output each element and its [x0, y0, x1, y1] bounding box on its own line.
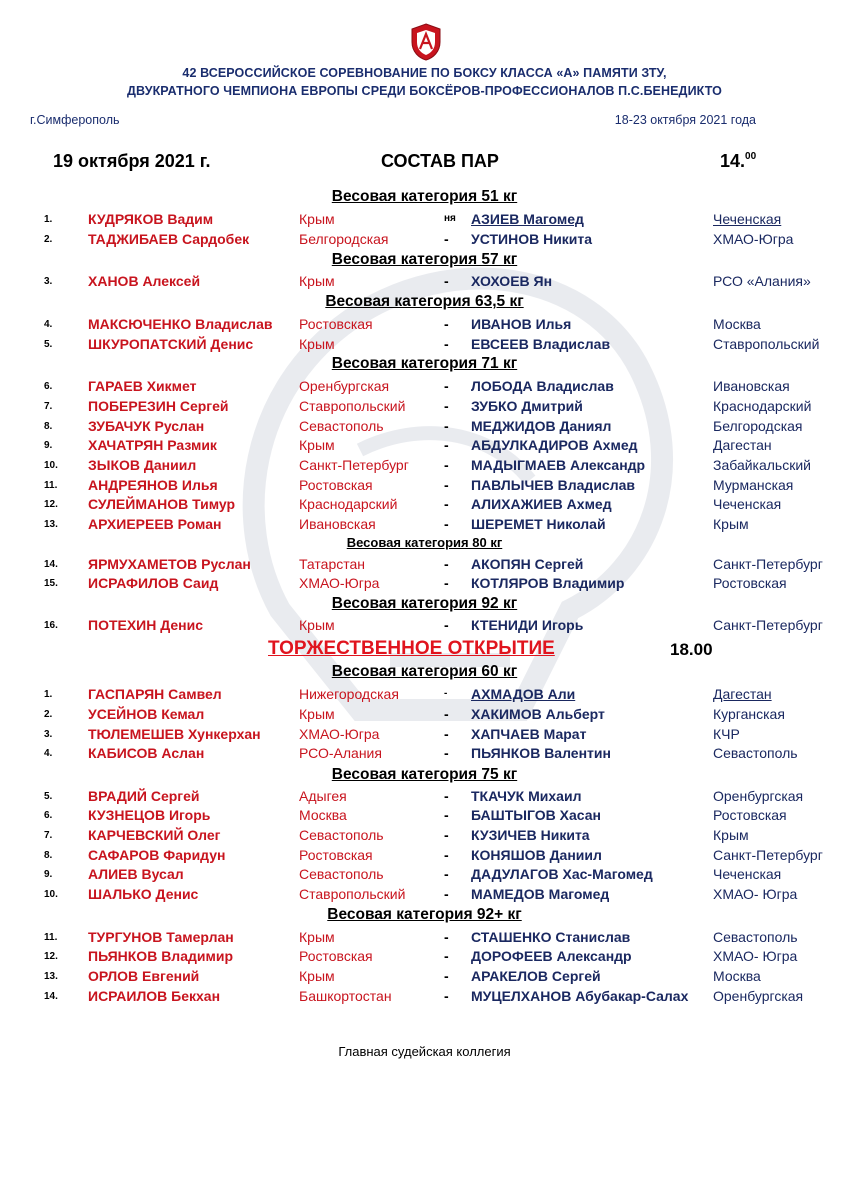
bout-row	[0, 827, 849, 846]
blue-corner-region: Дагестан	[713, 686, 772, 702]
weight-category-label: Весовая категория 71 кг	[331, 355, 518, 372]
bout-number: 7.	[44, 401, 53, 412]
federation-emblem-icon	[409, 22, 443, 62]
red-corner-boxer: ЯРМУХАМЕТОВ Руслан	[88, 556, 251, 572]
versus-separator: -	[444, 726, 449, 742]
bout-number: 10.	[44, 460, 58, 471]
red-corner-region: Нижегородская	[299, 686, 399, 702]
red-corner-boxer: ШКУРОПАТСКИЙ Денис	[88, 336, 254, 352]
bout-number: 5.	[44, 339, 53, 350]
blue-corner-boxer: МАМЕДОВ Магомед	[471, 886, 610, 902]
start-time: 14.00	[720, 151, 757, 171]
red-corner-region: Ростовская	[299, 847, 373, 863]
weight-category-label: Весовая категория 80 кг	[346, 535, 503, 550]
versus-separator: -	[444, 745, 449, 761]
blue-corner-region: Ростовская	[713, 807, 787, 823]
red-corner-region: Крым	[299, 968, 335, 984]
red-corner-boxer: ЗУБАЧУК Руслан	[88, 418, 205, 434]
red-corner-region: Крым	[299, 929, 335, 945]
bout-number: 13.	[44, 971, 58, 982]
bout-row	[0, 378, 849, 397]
bout-row	[0, 496, 849, 515]
versus-separator: -	[444, 827, 449, 843]
bout-row	[0, 948, 849, 967]
versus-separator: ня	[444, 213, 456, 224]
blue-corner-region: Краснодарский	[713, 398, 812, 414]
red-corner-region: Санкт-Петербург	[299, 457, 409, 473]
bout-number: 8.	[44, 850, 53, 861]
chief-judges-signature: Главная судейская коллегия	[338, 1044, 511, 1059]
blue-corner-boxer: ТКАЧУК Михаил	[471, 788, 582, 804]
red-corner-boxer: ХАЧАТРЯН Размик	[88, 437, 217, 453]
blue-corner-region: Ивановская	[713, 378, 790, 394]
blue-corner-region: ХМАО- Югра	[713, 948, 798, 964]
versus-separator: -	[444, 847, 449, 863]
blue-corner-region: Белгородская	[713, 418, 803, 434]
bout-row	[0, 516, 849, 535]
red-corner-region: Крым	[299, 336, 335, 352]
bout-number: 6.	[44, 381, 53, 392]
red-corner-boxer: МАКСЮЧЕНКО Владислав	[88, 316, 273, 332]
bout-row	[0, 745, 849, 764]
bout-number: 1.	[44, 214, 53, 225]
bout-number: 11.	[44, 932, 58, 943]
blue-corner-boxer: ЛОБОДА Владислав	[471, 378, 614, 394]
blue-corner-boxer: АЛИХАЖИЕВ Ахмед	[471, 496, 612, 512]
versus-separator: -	[444, 617, 449, 633]
red-corner-region: Севастополь	[299, 827, 384, 843]
red-corner-region: Ростовская	[299, 477, 373, 493]
bout-row	[0, 575, 849, 594]
red-corner-boxer: ТЮЛЕМЕШЕВ Хункерхан	[88, 726, 261, 742]
blue-corner-boxer: АРАКЕЛОВ Сергей	[471, 968, 601, 984]
red-corner-boxer: ШАЛЬКО Денис	[88, 886, 199, 902]
red-corner-region: ХМАО-Югра	[299, 726, 380, 742]
red-corner-boxer: ХАНОВ Алексей	[88, 273, 201, 289]
bout-row	[0, 437, 849, 456]
weight-category-heading	[0, 595, 849, 613]
versus-separator: -	[444, 948, 449, 964]
bout-row	[0, 847, 849, 866]
bout-row	[0, 457, 849, 476]
blue-corner-region: Оренбургская	[713, 788, 804, 804]
versus-separator: -	[444, 968, 449, 984]
red-corner-region: Оренбургская	[299, 378, 390, 394]
red-corner-boxer: ПЬЯНКОВ Владимир	[88, 948, 233, 964]
bout-number: 14.	[44, 559, 58, 570]
bout-row	[0, 929, 849, 948]
opening-ceremony-time: 18.00	[670, 640, 713, 659]
blue-corner-region: Дагестан	[713, 437, 772, 453]
blue-corner-boxer: ХОХОЕВ Ян	[471, 273, 553, 289]
blue-corner-boxer: АХМАДОВ Али	[471, 686, 576, 702]
bout-row	[0, 686, 849, 705]
bout-number: 2.	[44, 234, 53, 245]
blue-corner-region: КЧР	[713, 726, 740, 742]
bout-row	[0, 968, 849, 987]
red-corner-boxer: ИСРАФИЛОВ Саид	[88, 575, 219, 591]
blue-corner-region: Чеченская	[713, 211, 782, 227]
red-corner-boxer: КУЗНЕЦОВ Игорь	[88, 807, 211, 823]
blue-corner-boxer: КОНЯШОВ Даниил	[471, 847, 602, 863]
versus-separator: -	[444, 556, 449, 572]
bout-row	[0, 211, 849, 230]
bout-number: 8.	[44, 421, 53, 432]
weight-category-heading	[0, 355, 849, 373]
versus-separator: -	[444, 398, 449, 414]
red-corner-region: Крым	[299, 706, 335, 722]
weight-category-label: Весовая категория 75 кг	[331, 766, 518, 783]
versus-separator: -	[444, 418, 449, 434]
blue-corner-region: ХМАО- Югра	[713, 886, 798, 902]
versus-separator: -	[444, 378, 449, 394]
weight-category-label: Весовая категория 63,5 кг	[325, 293, 524, 310]
versus-separator: -	[444, 457, 449, 473]
blue-corner-region: Санкт-Петербург	[713, 847, 823, 863]
competition-title-line-1: 42 ВСЕРОССИЙСКОЕ СОРЕВНОВАНИЕ ПО БОКСУ КЛАССА «А» ПАМЯТИ ЗТУ,	[182, 66, 667, 80]
bout-row	[0, 807, 849, 826]
weight-category-label: Весовая категория 60 кг	[331, 663, 518, 680]
red-corner-region: ХМАО-Югра	[299, 575, 380, 591]
versus-separator: -	[444, 231, 449, 247]
bout-row	[0, 988, 849, 1007]
blue-corner-boxer: ШЕРЕМЕТ Николай	[471, 516, 606, 532]
blue-corner-boxer: УСТИНОВ Никита	[471, 231, 593, 247]
weight-category-label: Весовая категория 92+ кг	[327, 906, 522, 923]
blue-corner-region: Крым	[713, 516, 749, 532]
red-corner-region: Крым	[299, 211, 335, 227]
blue-corner-region: ХМАО-Югра	[713, 231, 794, 247]
versus-separator: -	[444, 575, 449, 591]
bout-number: 7.	[44, 830, 53, 841]
red-corner-boxer: СУЛЕЙМАНОВ Тимур	[88, 496, 236, 512]
bout-number: 6.	[44, 810, 53, 821]
bout-number: 4.	[44, 748, 53, 759]
versus-separator: -	[444, 886, 449, 902]
versus-separator: -	[444, 316, 449, 332]
weight-category-heading	[0, 251, 849, 269]
red-corner-region: Башкортостан	[299, 988, 392, 1004]
bout-number: 2.	[44, 709, 53, 720]
blue-corner-region: Мурманская	[713, 477, 794, 493]
bout-number: 9.	[44, 869, 53, 880]
bout-row	[0, 706, 849, 725]
bout-row	[0, 866, 849, 885]
versus-separator: -	[444, 437, 449, 453]
red-corner-boxer: ГАРАЕВ Хикмет	[88, 378, 197, 394]
red-corner-boxer: КАБИСОВ Аслан	[88, 745, 205, 761]
blue-corner-boxer: МУЦЕЛХАНОВ Абубакар-Салах	[471, 988, 689, 1004]
bout-row	[0, 418, 849, 437]
blue-corner-boxer: АБДУЛКАДИРОВ Ахмед	[471, 437, 638, 453]
bout-number: 3.	[44, 276, 53, 287]
blue-corner-region: Крым	[713, 827, 749, 843]
versus-separator: -	[444, 866, 449, 882]
blue-corner-boxer: ЕВСЕЕВ Владислав	[471, 336, 611, 352]
bout-row	[0, 886, 849, 905]
blue-corner-boxer: КУЗИЧЕВ Никита	[471, 827, 590, 843]
red-corner-region: Севастополь	[299, 418, 384, 434]
blue-corner-boxer: МЕДЖИДОВ Даниял	[471, 418, 612, 434]
bout-row	[0, 316, 849, 335]
bout-row	[0, 556, 849, 575]
red-corner-boxer: АЛИЕВ Вусал	[88, 866, 184, 882]
versus-separator: -	[444, 496, 449, 512]
bout-number: 12.	[44, 499, 58, 510]
bout-number: 9.	[44, 440, 53, 451]
red-corner-region: Ставропольский	[299, 398, 406, 414]
versus-separator: -	[444, 688, 448, 699]
red-corner-region: Краснодарский	[299, 496, 398, 512]
blue-corner-boxer: ПАВЛЫЧЕВ Владислав	[471, 477, 635, 493]
red-corner-boxer: АНДРЕЯНОВ Илья	[88, 477, 218, 493]
blue-corner-boxer: ДАДУЛАГОВ Хас-Магомед	[471, 866, 653, 882]
blue-corner-region: Севастополь	[713, 929, 798, 945]
red-corner-region: РСО-Алания	[299, 745, 382, 761]
document-title: СОСТАВ ПАР	[381, 151, 499, 171]
red-corner-region: Ставропольский	[299, 886, 406, 902]
versus-separator: -	[444, 807, 449, 823]
red-corner-region: Севастополь	[299, 866, 384, 882]
blue-corner-boxer: БАШТЫГОВ Хасан	[471, 807, 601, 823]
red-corner-region: Татарстан	[299, 556, 366, 572]
weight-category-label: Весовая категория 51 кг	[331, 188, 518, 205]
weight-category-heading	[0, 906, 849, 924]
red-corner-region: Ивановская	[299, 516, 376, 532]
red-corner-region: Крым	[299, 437, 335, 453]
bout-number: 4.	[44, 319, 53, 330]
red-corner-boxer: САФАРОВ Фаридун	[88, 847, 226, 863]
versus-separator: -	[444, 516, 449, 532]
red-corner-region: Ростовская	[299, 316, 373, 332]
bout-row	[0, 477, 849, 496]
blue-corner-boxer: ПЬЯНКОВ Валентин	[471, 745, 611, 761]
blue-corner-boxer: ЗУБКО Дмитрий	[471, 398, 583, 414]
weight-category-label: Весовая категория 92 кг	[331, 595, 518, 612]
bout-number: 15.	[44, 578, 58, 589]
bout-row	[0, 726, 849, 745]
versus-separator: -	[444, 336, 449, 352]
red-corner-region: Белгородская	[299, 231, 389, 247]
blue-corner-boxer: МАДЫГМАЕВ Александр	[471, 457, 646, 473]
bout-number: 13.	[44, 519, 58, 530]
blue-corner-boxer: ХАПЧАЕВ Марат	[471, 726, 587, 742]
red-corner-boxer: ВРАДИЙ Сергей	[88, 788, 200, 804]
blue-corner-region: Курганская	[713, 706, 785, 722]
red-corner-boxer: ПОБЕРЕЗИН Сергей	[88, 398, 229, 414]
competition-title-line-2: ДВУКРАТНОГО ЧЕМПИОНА ЕВРОПЫ СРЕДИ БОКСЁРОВ-ПРОФЕССИОНАЛОВ П.С.БЕНЕДИКТО	[127, 84, 722, 98]
weight-category-label: Весовая категория 57 кг	[331, 251, 518, 268]
versus-separator: -	[444, 273, 449, 289]
bout-row	[0, 273, 849, 292]
blue-corner-boxer: СТАШЕНКО Станислав	[471, 929, 631, 945]
versus-separator: -	[444, 706, 449, 722]
bout-row	[0, 231, 849, 250]
blue-corner-boxer: КТЕНИДИ Игорь	[471, 617, 584, 633]
competition-dates: 18-23 октября 2021 года	[614, 113, 756, 127]
blue-corner-region: Москва	[713, 968, 761, 984]
blue-corner-boxer: КОТЛЯРОВ Владимир	[471, 575, 625, 591]
weight-category-heading	[0, 766, 849, 784]
bout-number: 11.	[44, 480, 58, 491]
bout-number: 5.	[44, 791, 53, 802]
blue-corner-boxer: АКОПЯН Сергей	[471, 556, 584, 572]
red-corner-boxer: ОРЛОВ Евгений	[88, 968, 200, 984]
bout-day: 19 октября 2021 г.	[53, 151, 211, 171]
versus-separator: -	[444, 477, 449, 493]
blue-corner-region: Севастополь	[713, 745, 798, 761]
red-corner-boxer: ЗЫКОВ Даниил	[88, 457, 197, 473]
versus-separator: -	[444, 929, 449, 945]
blue-corner-boxer: ХАКИМОВ Альберт	[471, 706, 605, 722]
bout-row	[0, 398, 849, 417]
bout-row	[0, 336, 849, 355]
red-corner-boxer: ТАДЖИБАЕВ Сардобек	[88, 231, 250, 247]
versus-separator: -	[444, 988, 449, 1004]
bout-number: 10.	[44, 889, 58, 900]
blue-corner-region: Санкт-Петербург	[713, 556, 823, 572]
bout-number: 1.	[44, 689, 53, 700]
opening-ceremony-title: ТОРЖЕСТВЕННОЕ ОТКРЫТИЕ	[268, 638, 555, 659]
blue-corner-region: РСО «Алания»	[713, 273, 811, 289]
blue-corner-region: Забайкальский	[713, 457, 811, 473]
red-corner-boxer: АРХИЕРЕЕВ Роман	[88, 516, 222, 532]
blue-corner-region: Чеченская	[713, 866, 782, 882]
blue-corner-region: Чеченская	[713, 496, 782, 512]
red-corner-boxer: УСЕЙНОВ Кемал	[88, 706, 205, 722]
red-corner-region: Ростовская	[299, 948, 373, 964]
city: г.Симферополь	[30, 113, 120, 127]
red-corner-boxer: ИСРАИЛОВ Бекхан	[88, 988, 221, 1004]
blue-corner-region: Москва	[713, 316, 761, 332]
bout-number: 14.	[44, 991, 58, 1002]
blue-corner-region: Санкт-Петербург	[713, 617, 823, 633]
bout-row	[0, 617, 849, 636]
red-corner-boxer: КАРЧЕВСКИЙ Олег	[88, 827, 221, 843]
bout-number: 16.	[44, 620, 58, 631]
red-corner-boxer: ТУРГУНОВ Тамерлан	[88, 929, 234, 945]
blue-corner-region: Ставропольский	[713, 336, 820, 352]
red-corner-region: Адыгея	[299, 788, 347, 804]
red-corner-region: Москва	[299, 807, 347, 823]
versus-separator: -	[444, 788, 449, 804]
blue-corner-region: Ростовская	[713, 575, 787, 591]
red-corner-region: Крым	[299, 617, 335, 633]
bout-row	[0, 788, 849, 807]
weight-category-heading	[0, 188, 849, 206]
bout-number: 12.	[44, 951, 58, 962]
red-corner-region: Крым	[299, 273, 335, 289]
weight-category-heading	[0, 663, 849, 681]
red-corner-boxer: ГАСПАРЯН Самвел	[88, 686, 222, 702]
blue-corner-boxer: АЗИЕВ Магомед	[471, 211, 584, 227]
weight-category-heading	[0, 535, 849, 550]
red-corner-boxer: КУДРЯКОВ Вадим	[88, 211, 214, 227]
blue-corner-region: Оренбургская	[713, 988, 804, 1004]
blue-corner-boxer: ИВАНОВ Илья	[471, 316, 572, 332]
blue-corner-boxer: ДОРОФЕЕВ Александр	[471, 948, 632, 964]
red-corner-boxer: ПОТЕХИН Денис	[88, 617, 204, 633]
bout-number: 3.	[44, 729, 53, 740]
weight-category-heading	[0, 293, 849, 311]
